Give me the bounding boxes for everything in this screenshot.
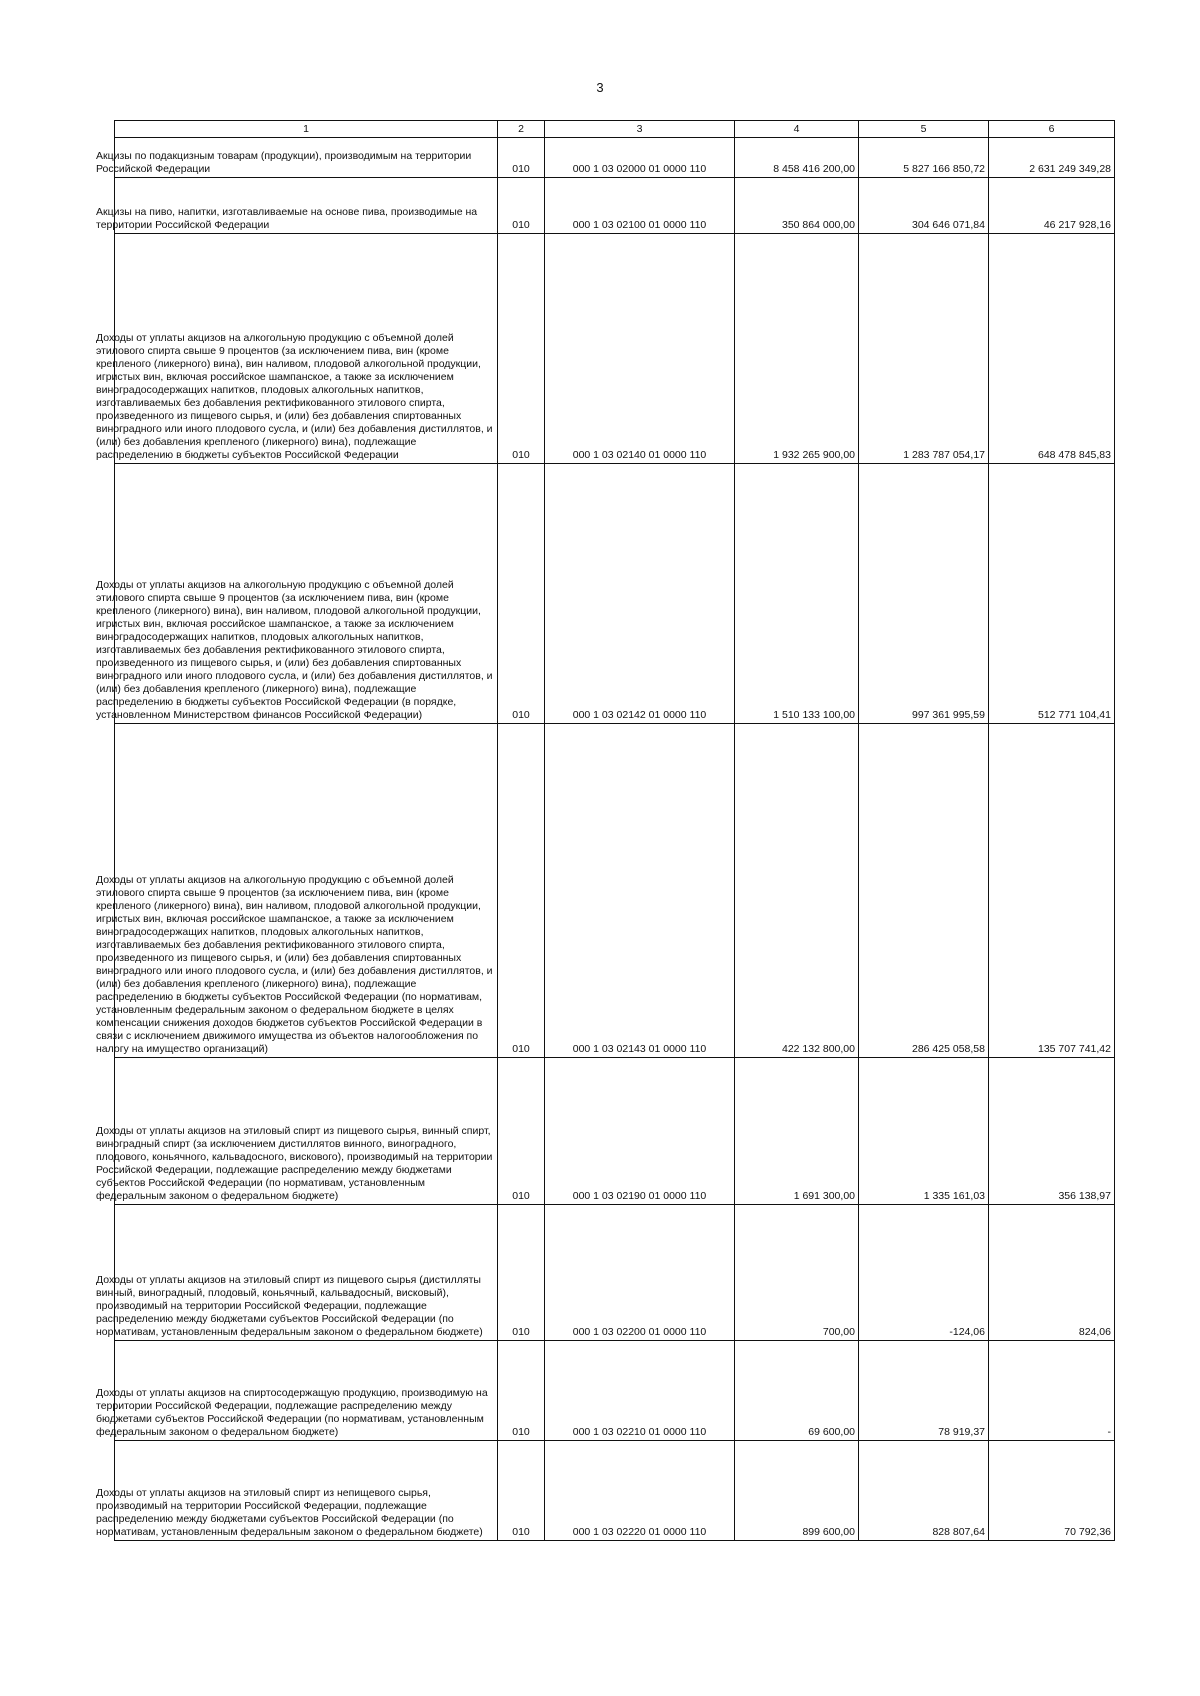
- row-executed: 5 827 166 850,72: [859, 138, 989, 178]
- row-executed: -124,06: [859, 1205, 989, 1341]
- row-unexecuted: 356 138,97: [989, 1058, 1115, 1205]
- row-approved: 899 600,00: [735, 1441, 859, 1541]
- row-unexecuted: 2 631 249 349,28: [989, 138, 1115, 178]
- row-unexecuted: 512 771 104,41: [989, 464, 1115, 724]
- row-line-code: 010: [498, 464, 545, 724]
- row-line-code: 010: [498, 1441, 545, 1541]
- row-unexecuted: 648 478 845,83: [989, 234, 1115, 464]
- row-kbk-code: 000 1 03 02142 01 0000 110: [545, 464, 735, 724]
- row-executed: 1 335 161,03: [859, 1058, 989, 1205]
- row-name-text: Доходы от уплаты акцизов на этиловый спирт из пищевого сырья (дистилляты винный, виноградный, плодовый, коньячный, кальвадосный, висковый), производимый на территории Российской Федерации, подлежащие распределению между бюджетами субъектов Российской Федерации (по нормативам, установленным федеральным законом о федеральном бюджете): [96, 1274, 483, 1338]
- row-approved: 700,00: [735, 1205, 859, 1341]
- row-name: [96, 1205, 498, 1341]
- column-header-5: 5: [859, 121, 989, 138]
- row-approved: 8 458 416 200,00: [735, 138, 859, 178]
- row-name-text: Доходы от уплаты акцизов на алкогольную продукцию с объемной долей этилового спирта свыше 9 процентов (за исключением пива, вин (кроме крепленого (ликерного) вина), вин наливом, плодовой алкогольной продукции, игристых вин, включая российское шампанское, а также за исключением виноградосодержащих напитков, плодовых алкогольных напитков, изготавливаемых без добавления ректификованного этилового спирта, произведенного из пищевого сырья, и (или) без добавления спиртованных виноградного или иного плодового сусла, и (или) без добавления дистиллятов, и (или) без добавления крепленого (ликерного) вина), подлежащие распределению в бюджеты субъектов Российской Федерации (по нормативам, установленным федеральным законом о федеральном бюджете в целях компенсации снижения доходов бюджетов субъектов Российской Федерации в связи с исключением движимого имущества из объектов налогообложения по налогу на имущество организаций): [96, 874, 493, 1055]
- table-row: [115, 1341, 1115, 1441]
- header-row: [115, 121, 1115, 138]
- row-line-code: 010: [498, 234, 545, 464]
- row-name: [96, 138, 498, 178]
- row-name-text: Акцизы по подакцизным товарам (продукции), производимым на территории Российской Федерации: [96, 150, 472, 175]
- column-header-6: 6: [989, 121, 1115, 138]
- row-approved: 69 600,00: [735, 1341, 859, 1441]
- row-unexecuted: 70 792,36: [989, 1441, 1115, 1541]
- row-unexecuted: 135 707 741,42: [989, 724, 1115, 1058]
- row-executed: 1 283 787 054,17: [859, 234, 989, 464]
- row-unexecuted: -: [989, 1341, 1115, 1441]
- row-name-text: Доходы от уплаты акцизов на этиловый спирт из пищевого сырья, винный спирт, виноградный спирт (за исключением дистиллятов винного, виноградного, плодового, коньячного, кальвадосного, вискового), производимый на территории Российской Федерации, подлежащие распределению между бюджетами субъектов Российской Федерации (по нормативам, установленным федеральным законом о федеральном бюджете): [96, 1125, 493, 1202]
- row-line-code: 010: [498, 1341, 545, 1441]
- row-name-text: Доходы от уплаты акцизов на спиртосодержащую продукцию, производимую на территории Российской Федерации, подлежащие распределению между бюджетами субъектов Российской Федерации (по нормативам, установленным федеральным законом о федеральном бюджете): [96, 1387, 488, 1438]
- row-name-text: Доходы от уплаты акцизов на алкогольную продукцию с объемной долей этилового спирта свыше 9 процентов (за исключением пива, вин (кроме крепленого (ликерного) вина), вин наливом, плодовой алкогольной продукции, игристых вин, включая российское шампанское, а также за исключением виноградосодержащих напитков, плодовых алкогольных напитков, изготавливаемых без добавления ректификованного этилового спирта, произведенного из пищевого сырья, и (или) без добавления спиртованных виноградного или иного плодового сусла, и (или) без добавления дистиллятов, и (или) без добавления крепленого (ликерного) вина), подлежащие распределению в бюджеты субъектов Российской Федерации: [96, 332, 493, 461]
- table-row: [115, 724, 1115, 1058]
- row-approved: 1 932 265 900,00: [735, 234, 859, 464]
- row-kbk-code: 000 1 03 02200 01 0000 110: [545, 1205, 735, 1341]
- column-header-2: 2: [498, 121, 545, 138]
- row-kbk-code: 000 1 03 02143 01 0000 110: [545, 724, 735, 1058]
- row-line-code: 010: [498, 138, 545, 178]
- table-row: [115, 138, 1115, 178]
- row-name: [96, 178, 498, 234]
- row-executed: 304 646 071,84: [859, 178, 989, 234]
- row-approved: 422 132 800,00: [735, 724, 859, 1058]
- row-line-code: 010: [498, 1058, 545, 1205]
- column-header-3: 3: [545, 121, 735, 138]
- row-kbk-code: 000 1 03 02210 01 0000 110: [545, 1341, 735, 1441]
- row-executed: 997 361 995,59: [859, 464, 989, 724]
- table-row: [115, 234, 1115, 464]
- row-name-text: Акцизы на пиво, напитки, изготавливаемые на основе пива, производимые на территории Российской Федерации: [96, 206, 478, 231]
- row-approved: 350 864 000,00: [735, 178, 859, 234]
- table-row: [115, 464, 1115, 724]
- row-name-text: Доходы от уплаты акцизов на этиловый спирт из непищевого сырья, производимый на территории Российской Федерации, подлежащие распределению между бюджетами субъектов Российской Федерации (по нормативам, установленным федеральным законом о федеральном бюджете): [96, 1487, 483, 1538]
- table-row: [115, 178, 1115, 234]
- row-kbk-code: 000 1 03 02220 01 0000 110: [545, 1441, 735, 1541]
- row-kbk-code: 000 1 03 02140 01 0000 110: [545, 234, 735, 464]
- row-unexecuted: 824,06: [989, 1205, 1115, 1341]
- row-executed: 828 807,64: [859, 1441, 989, 1541]
- column-header-1: 1: [115, 121, 498, 138]
- row-kbk-code: 000 1 03 02190 01 0000 110: [545, 1058, 735, 1205]
- table-row: [115, 1058, 1115, 1205]
- row-unexecuted: 46 217 928,16: [989, 178, 1115, 234]
- column-header-4: 4: [735, 121, 859, 138]
- row-executed: 78 919,37: [859, 1341, 989, 1441]
- row-approved: 1 691 300,00: [735, 1058, 859, 1205]
- row-approved: 1 510 133 100,00: [735, 464, 859, 724]
- table-row: [115, 1441, 1115, 1541]
- row-name: [96, 464, 498, 724]
- row-name-text: Доходы от уплаты акцизов на алкогольную продукцию с объемной долей этилового спирта свыше 9 процентов (за исключением пива, вин (кроме крепленого (ликерного) вина), вин наливом, плодовой алкогольной продукции, игристых вин, включая российское шампанское, а также за исключением виноградосодержащих напитков, плодовых алкогольных напитков, изготавливаемых без добавления ректификованного этилового спирта, произведенного из пищевого сырья, и (или) без добавления спиртованных виноградного или иного плодового сусла, и (или) без добавления дистиллятов, и (или) без добавления крепленого (ликерного) вина), подлежащие распределению в бюджеты субъектов Российской Федерации (в порядке, установленном Министерством финансов Российской Федерации): [96, 579, 493, 721]
- page-number: 3: [596, 80, 604, 95]
- row-executed: 286 425 058,58: [859, 724, 989, 1058]
- row-name: [96, 1341, 498, 1441]
- row-kbk-code: 000 1 03 02100 01 0000 110: [545, 178, 735, 234]
- row-line-code: 010: [498, 178, 545, 234]
- revenue-table: [96, 120, 1115, 1541]
- row-kbk-code: 000 1 03 02000 01 0000 110: [545, 138, 735, 178]
- row-line-code: 010: [498, 724, 545, 1058]
- row-line-code: 010: [498, 1205, 545, 1341]
- row-name: [96, 724, 498, 1058]
- row-name: [96, 234, 498, 464]
- row-name: [96, 1058, 498, 1205]
- row-name: [96, 1441, 498, 1541]
- table-row: [115, 1205, 1115, 1341]
